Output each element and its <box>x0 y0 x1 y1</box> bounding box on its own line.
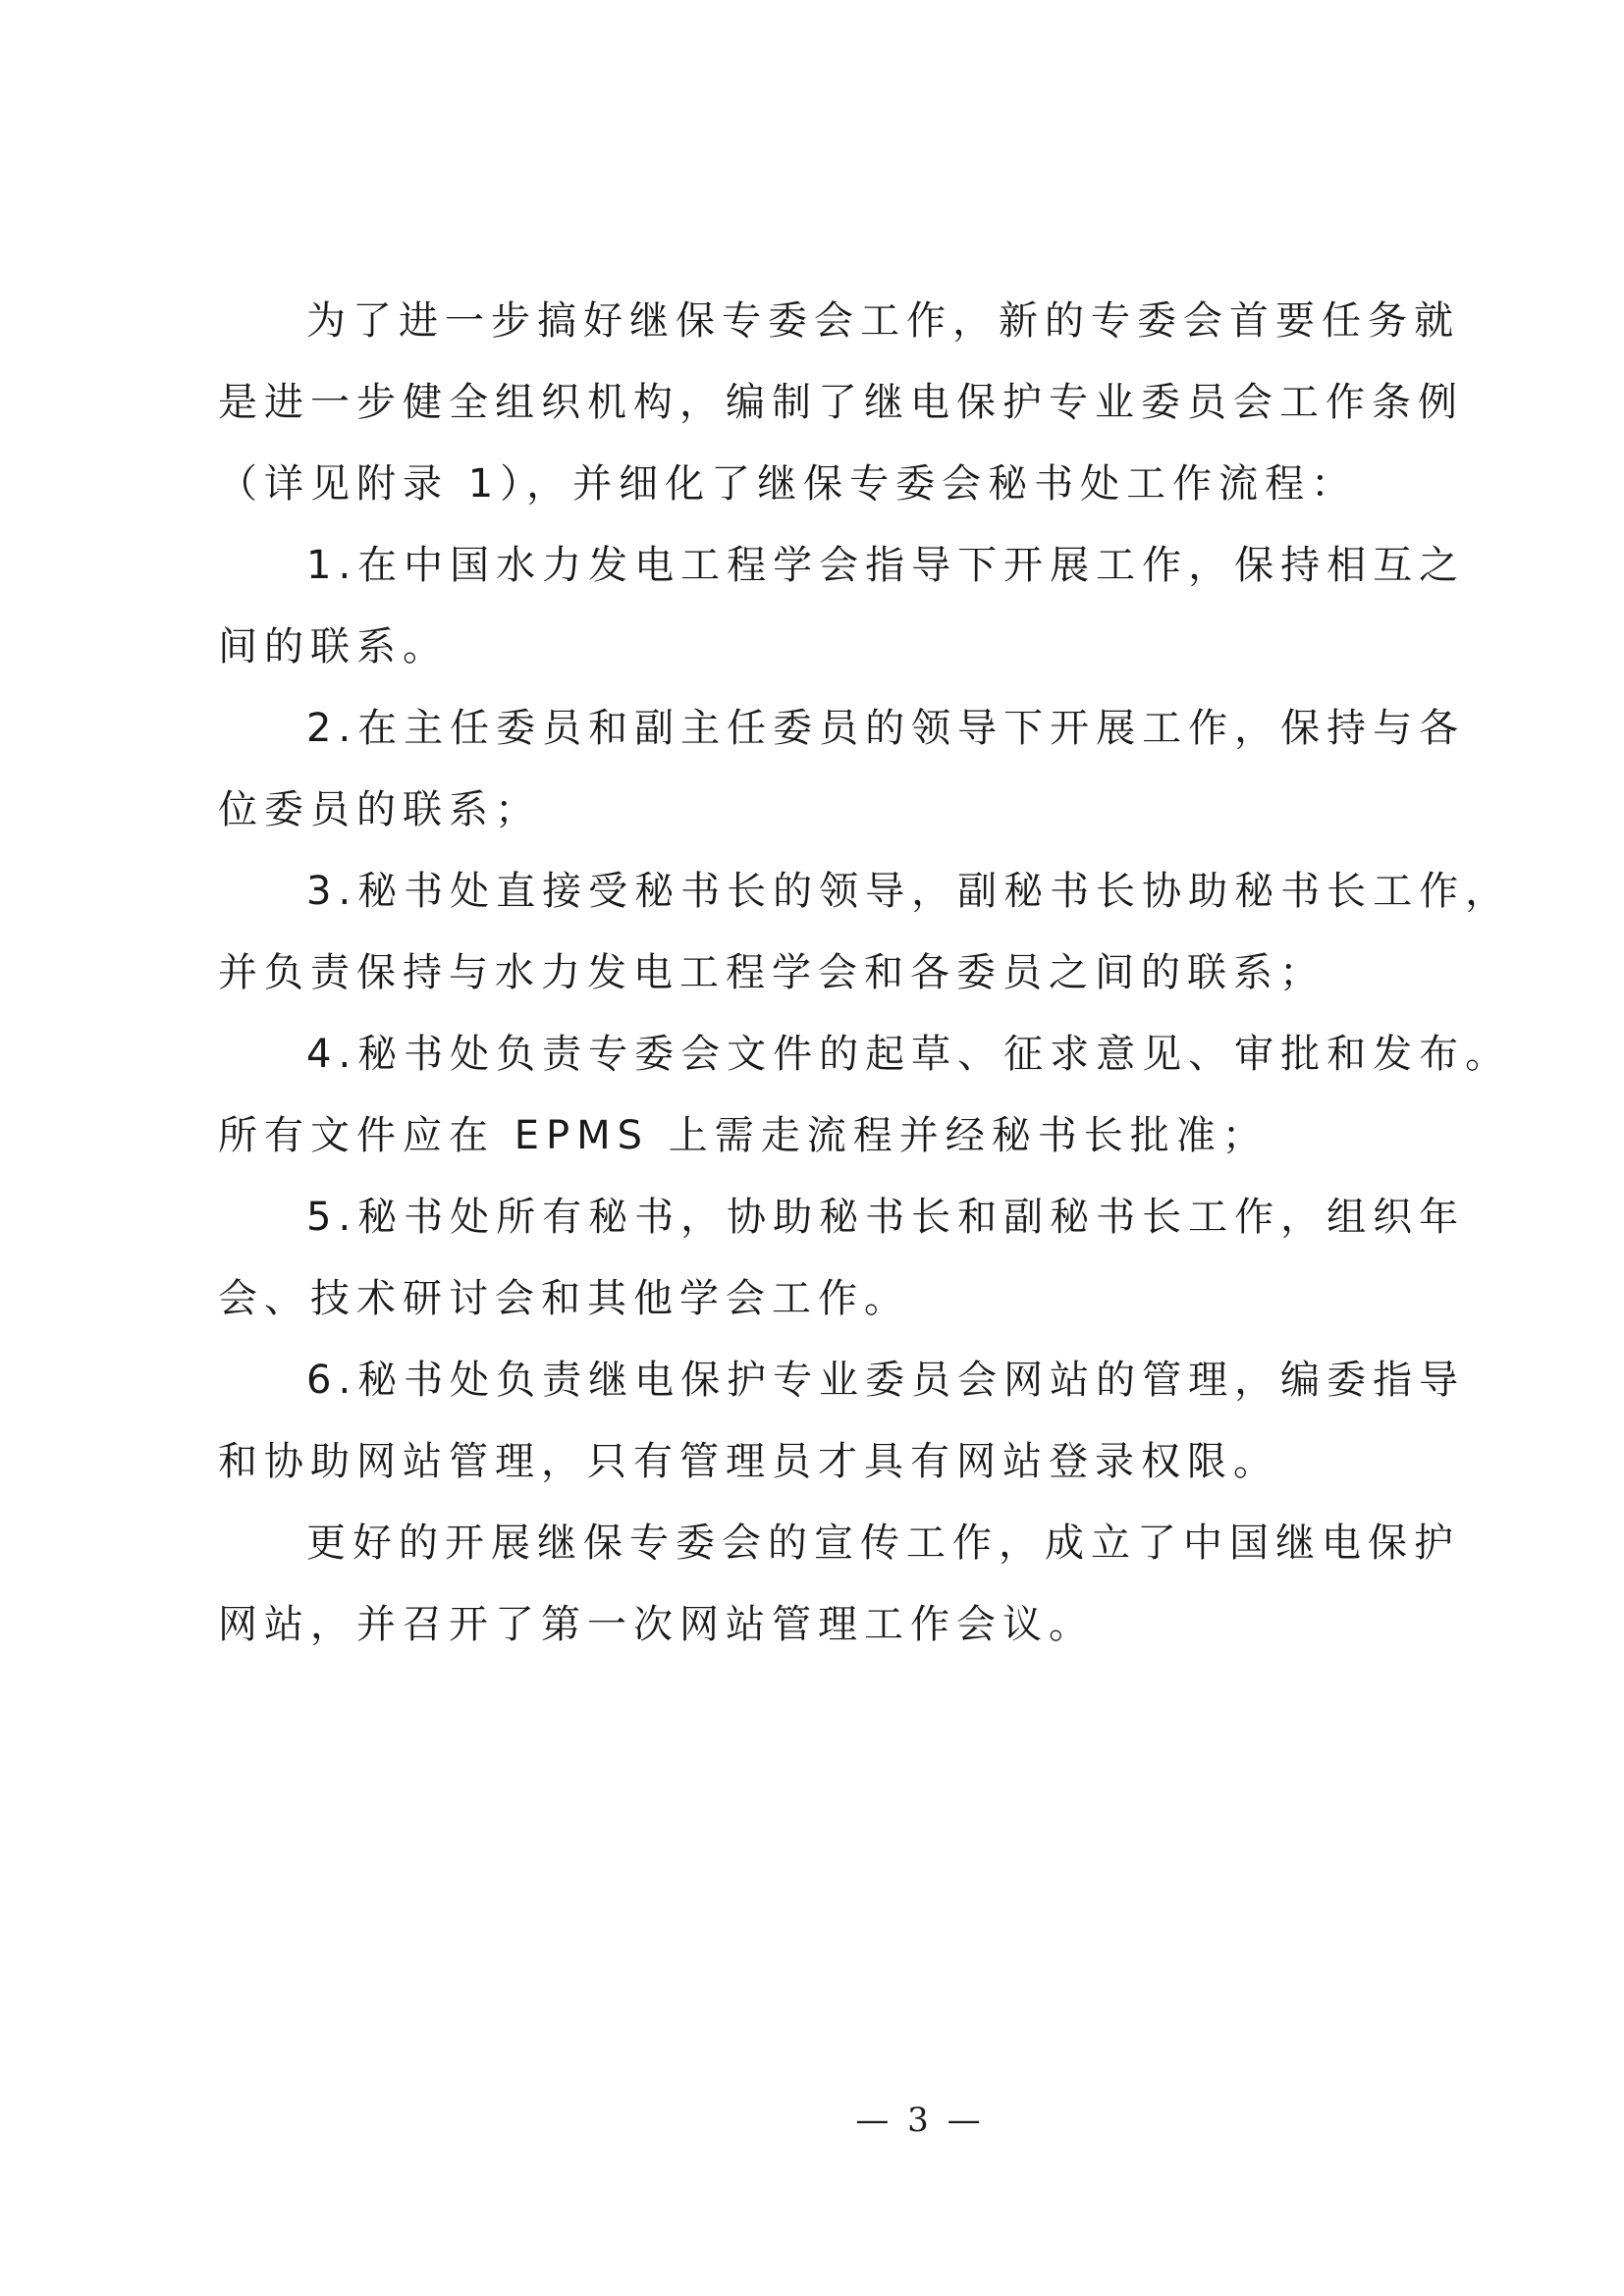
paragraph-item-6 <box>218 1340 1466 1503</box>
paragraph-intro <box>218 281 1464 525</box>
paragraph-item-3 <box>218 851 1512 1014</box>
text-line: 并负责保持与水力发电工程学会和各委员之间的联系； <box>218 950 1326 995</box>
paragraph-item-1 <box>218 525 1466 688</box>
text-line: （详见附录 1），并细化了继保专委会秘书处工作流程： <box>218 461 1358 507</box>
text-line: 间的联系。 <box>218 624 449 669</box>
text-line: 5.秘书处所有秘书，协助秘书长和副秘书长工作，组织年 <box>306 1195 1466 1240</box>
text-line: 6.秘书处负责继电保护专业委员会网站的管理，编委指导 <box>306 1358 1466 1403</box>
text-line: 位委员的联系； <box>218 787 541 832</box>
document-body <box>218 281 1512 1666</box>
paragraph-item-2 <box>218 688 1466 851</box>
text-line: 会、技术研讨会和其他学会工作。 <box>218 1276 910 1321</box>
text-line: 3.秘书处直接受秘书长的领导，副秘书长协助秘书长工作， <box>306 869 1512 914</box>
paragraph-item-5 <box>218 1177 1466 1340</box>
text-line: 网站，并召开了第一次网站管理工作会议。 <box>218 1602 1095 1647</box>
paragraph-item-4 <box>218 1014 1512 1177</box>
paragraph-closing <box>218 1503 1460 1666</box>
page-number: — 3 — <box>855 2101 985 2140</box>
text-line: 所有文件应在 EPMS 上需走流程并经秘书长批准； <box>218 1113 1269 1158</box>
text-line: 是进一步健全组织机构，编制了继电保护专业委员会工作条例 <box>218 380 1464 425</box>
text-line: 和协助网站管理，只有管理员才具有网站登录权限。 <box>218 1439 1279 1484</box>
text-line: 4.秘书处负责专委会文件的起草、征求意见、审批和发布。 <box>306 1032 1512 1077</box>
text-line: 2.在主任委员和副主任委员的领导下开展工作，保持与各 <box>306 706 1466 751</box>
text-line: 为了进一步搞好继保专委会工作，新的专委会首要任务就 <box>306 298 1460 344</box>
text-line: 更好的开展继保专委会的宣传工作，成立了中国继电保护 <box>306 1521 1460 1566</box>
text-line: 1.在中国水力发电工程学会指导下开展工作，保持相互之 <box>306 543 1466 588</box>
